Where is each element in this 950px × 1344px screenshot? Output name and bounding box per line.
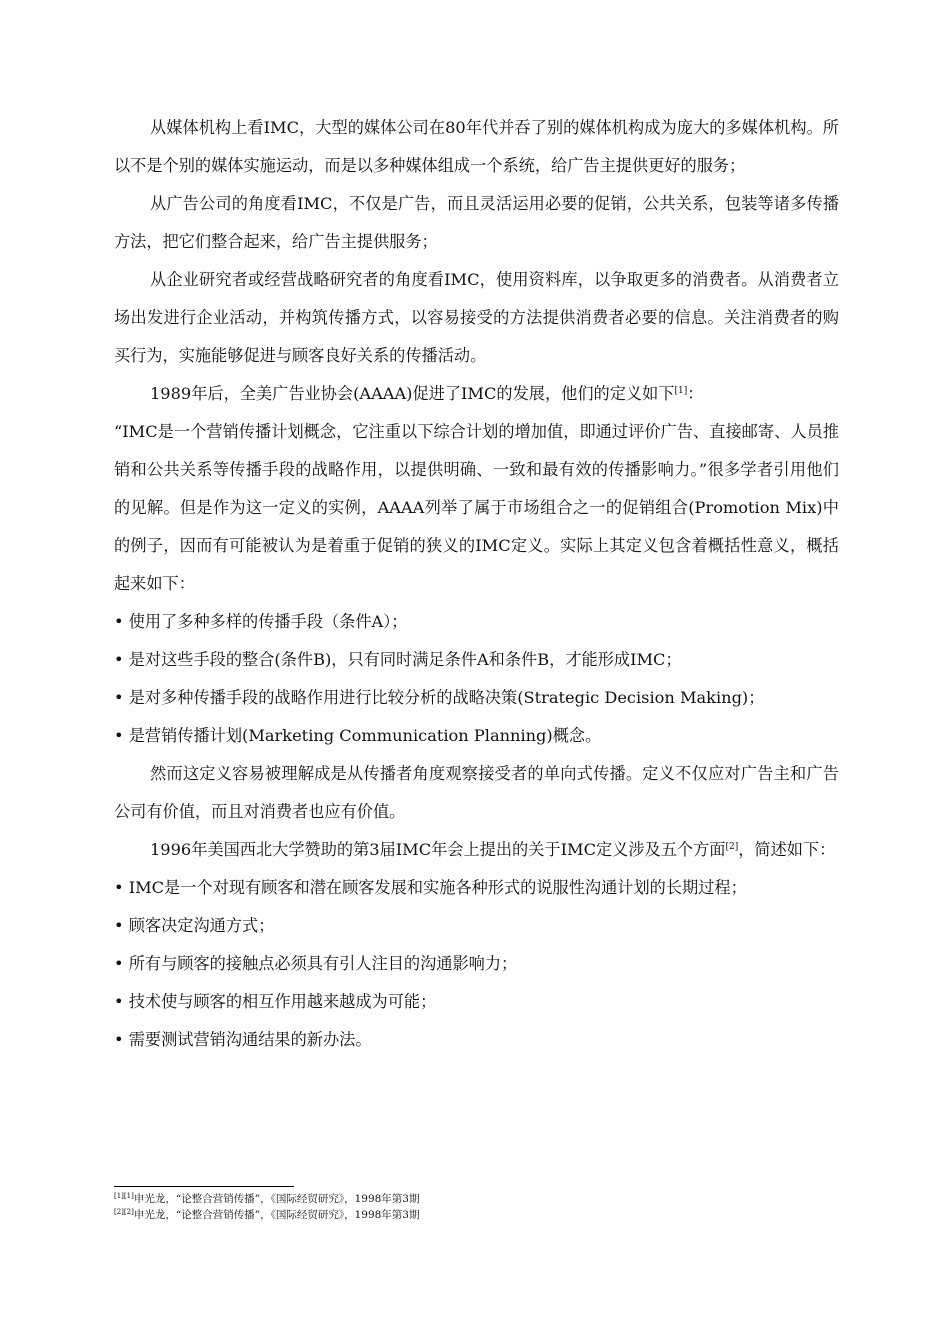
footnote-ref-2[interactable]: [2]	[725, 842, 739, 852]
list-item: • 所有与顾客的接触点必须具有引人注目的沟通影响力；	[114, 945, 839, 983]
footnote-ref-1[interactable]: [1]	[674, 386, 688, 396]
list-item: • 是营销传播计划(Marketing Communication Planning)概念。	[114, 717, 839, 755]
paragraph-aaaa-definition: “IMC是一个营销传播计划概念，它注重以下综合计划的增加值，即通过评价广告、直接邮寄、人员推销和公共关系等传播手段的战略作用，以提供明确、一致和最有效的传播影响力。”很多学者引用他们的见解。但是作为这一定义的实例，AAAA列举了属于市场组合之一的促销组合(Promotion Mix)中的例子，因而有可能被认为是着重于促销的狭义的IMC定义。实际上其定义包含着概括性意义，概括起来如下：	[114, 422, 839, 593]
document-body	[114, 109, 839, 1059]
paragraph-northwestern-1996: 1996年美国西北大学赞助的第3届IMC年会上提出的关于IMC定义涉及五个方面[2]，简述如下：	[150, 840, 836, 859]
list-item: • IMC是一个对现有顾客和潜在顾客发展和实施各种形式的说服性沟通计划的长期过程；	[114, 869, 839, 907]
list-item: • 技术使与顾客的相互作用越来越成为可能；	[114, 983, 839, 1021]
list-item: • 顾客决定沟通方式；	[114, 907, 839, 945]
list-item: • 使用了多种多样的传播手段（条件A）；	[114, 603, 839, 641]
footnote-1: [1][1]申光龙，“论整合营销传播”，《国际经贸研究》，1998年第3期	[114, 1192, 420, 1205]
footnote-2: [2][2]申光龙，“论整合营销传播”，《国际经贸研究》，1998年第3期	[114, 1208, 420, 1221]
paragraph-agency-view: 从广告公司的角度看IMC，不仅是广告，而且灵活运用必要的促销，公共关系，包装等诸多传播方法，把它们整合起来，给广告主提供服务；	[114, 194, 839, 251]
paragraph-aaaa-1989: 1989年后，全美广告业协会(AAAA)促进了IMC的发展，他们的定义如下[1]：	[150, 384, 704, 403]
list-item: • 需要测试营销沟通结果的新办法。	[114, 1021, 839, 1059]
footnotes	[114, 1186, 839, 1223]
paragraph-critique: 然而这定义容易被理解成是从传播者角度观察接受者的单向式传播。定义不仅应对广告主和广告公司有价值，而且对消费者也应有价值。	[114, 764, 839, 821]
paragraph-researcher-view: 从企业研究者或经营战略研究者的角度看IMC，使用资料库，以争取更多的消费者。从消费者立场出发进行企业活动，并构筑传播方式，以容易接受的方法提供消费者必要的信息。关注消费者的购买行为，实施能够促进与顾客良好关系的传播活动。	[114, 270, 839, 365]
paragraph-media-view: 从媒体机构上看IMC，大型的媒体公司在80年代并吞了别的媒体机构成为庞大的多媒体机构。所以不是个别的媒体实施运动，而是以多种媒体组成一个系统，给广告主提供更好的服务；	[114, 118, 839, 175]
list-item: • 是对这些手段的整合(条件B)，只有同时满足条件A和条件B，才能形成IMC；	[114, 641, 839, 679]
footnote-divider	[114, 1186, 294, 1187]
list-item: • 是对多种传播手段的战略作用进行比较分析的战略决策(Strategic Decision Making)；	[114, 679, 839, 717]
